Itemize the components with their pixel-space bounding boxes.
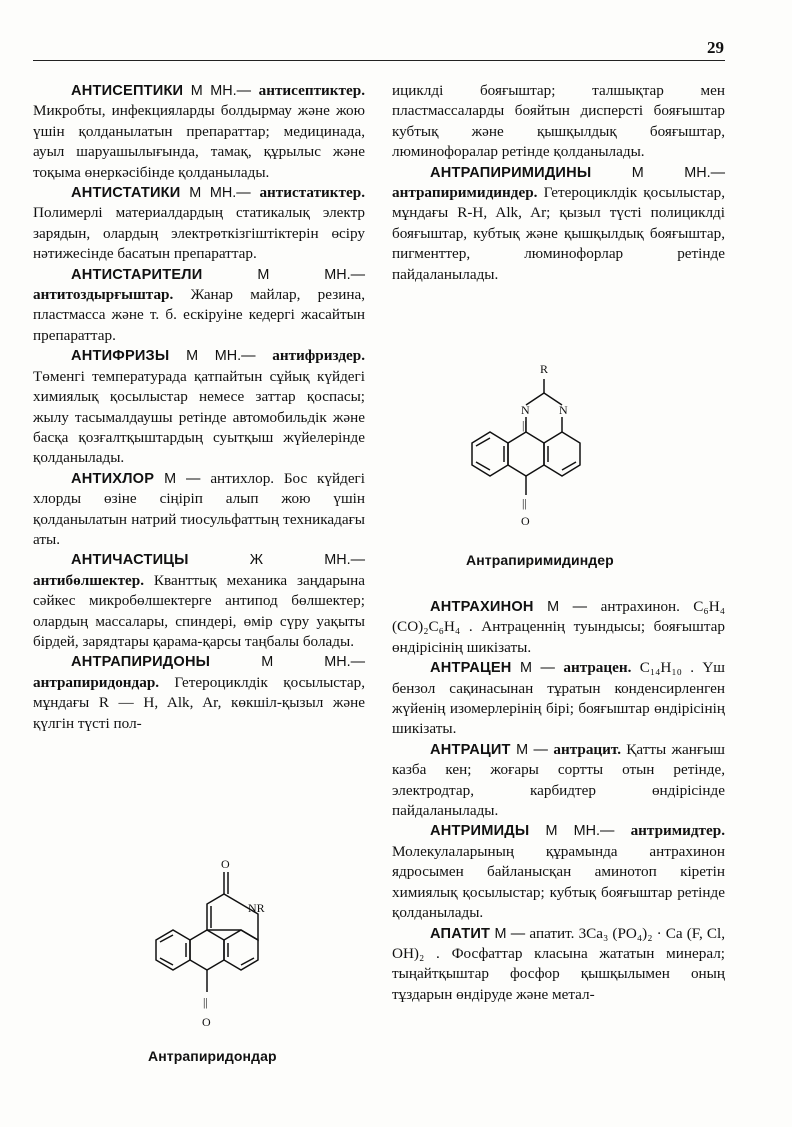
nitrogen-label: N xyxy=(521,403,530,417)
definition: Полимерлі материалдардың статикалық электр зарядын, олардың электрөткізгіштіктерін өсіру нәтижесінде басатын препараттар. xyxy=(33,204,365,263)
headword: АНТИХЛОР xyxy=(71,470,155,487)
translation: антифриздер. xyxy=(272,347,365,365)
translation: антистатиктер. xyxy=(259,184,365,202)
entry-antrakhinon xyxy=(392,597,725,658)
translation: антримидтер. xyxy=(630,822,725,840)
anthrapyrimidine-structure xyxy=(462,355,612,530)
figure-caption: Антрапиридондар xyxy=(148,1048,277,1064)
translation: антрацен. xyxy=(563,659,632,677)
definition: Гетероциклдік қосылыстар, мұндағы R-H, Alk, Ar; қызыл түсті полициклді бояғыштар, кубтық және қышқылдық бояғыштар, пигменттер, люминофорлар ретінде пайдаланылады. xyxy=(392,184,725,283)
entry-antichasticy xyxy=(33,550,365,652)
definition: Молекулаларының құрамында антрахинон ядросымен байланысқан аминотоп кіретін химиялық қосылыстар; кубтық бояғыштар ретінде қолданылады. xyxy=(392,842,725,922)
entry-antrapirimidiny xyxy=(392,163,725,285)
entry-antracen xyxy=(392,658,725,740)
page-number: 29 xyxy=(707,38,724,57)
definition: Қатты жанғыш казба кен; жоғары сортты отын ретінде, электродтар, карбидтер өндірісінде пайдаланылады. xyxy=(392,740,725,820)
figure-caption: Антрапиримидиндер xyxy=(466,552,614,568)
definition: Кванттық механика заңдарына сәйкес микробөлшектерге антипод бөлшектер; олардың массалары, спиндері, өмір сүру уақыты бірдей, зарядтары қарама-қарсы таңбалы болады. xyxy=(33,571,365,650)
definition: Микробты, инфекцияларды болдырмау және жою үшін қолданылатын препараттар; медицинада, ауыл шаруашылығында, тамақ, құрылыс және тоқыма өнеркәсібінде қолданылады. xyxy=(33,102,365,181)
headword: АНТРАПИРИДОНЫ xyxy=(71,654,211,671)
nitrogen-label: N xyxy=(559,403,568,417)
gloss: М МН.— xyxy=(591,164,725,181)
headword: АНТРАХИНОН xyxy=(430,599,534,615)
anthrapyridone-structure xyxy=(140,857,300,1030)
oxygen-label: O xyxy=(521,514,530,528)
gloss: Ж МН.— xyxy=(188,552,365,569)
chemical-formula: C₁₄H₁₀ . xyxy=(631,659,703,677)
gloss: М МН.— xyxy=(183,83,259,99)
double-bond-label: || xyxy=(522,496,527,510)
continued-text: ициклді бояғыштар; талшықтар мен пластмассаларды бояйтын дисперсті бояғыштар кубтық және қышқылдық бояғыштар, люминофоралар ретінде қолданылады. xyxy=(392,82,725,161)
substituent-label: R xyxy=(540,362,549,376)
definition: Фосфаттар класына жататын минерал; тыңайтқыштар фосфор қышқылымен оның тұздарын өндіруде және метал- xyxy=(392,944,726,1003)
definition: Антраценнің туындысы; бояғыштар өндірісінің шикізаты. xyxy=(392,618,725,656)
entry-antifrizy xyxy=(33,346,365,468)
oxygen-label: O xyxy=(221,857,230,871)
headword: АНТИФРИЗЫ xyxy=(71,348,170,365)
definition: Үш бензол сақинасынан тұратын конденсирленген жүйенің изомерлерінің бірі; бояғыштар өндірісінің шикізаты. xyxy=(392,659,725,738)
right-column-upper xyxy=(392,81,725,285)
double-bond-label: || xyxy=(522,418,527,432)
gloss: М — xyxy=(154,470,211,487)
headword: АНТРАЦИТ xyxy=(430,741,511,758)
headword: АПАТИТ xyxy=(430,925,491,942)
entry-antistatiki xyxy=(33,183,365,265)
translation: антихлор. xyxy=(210,469,275,487)
gloss: М — xyxy=(511,660,564,677)
entry-antrapiridony xyxy=(33,652,365,734)
translation: антитоздырғыштар. xyxy=(33,286,174,304)
nitrogen-label: NR xyxy=(248,901,265,915)
gloss: М — xyxy=(490,925,530,942)
translation: антрапиримидиндер. xyxy=(392,184,538,202)
chemical-formula: C₆H₄ (CO)₂C₆H₄ . xyxy=(392,598,725,636)
entry-antiseptiki xyxy=(33,81,365,183)
translation: антрацит. xyxy=(553,740,622,758)
gloss: М — xyxy=(510,741,554,758)
headword: АНТИСТАРИТЕЛИ xyxy=(71,266,203,283)
gloss: М МН.— xyxy=(210,654,365,671)
translation: апатит. xyxy=(529,924,575,942)
entry-antikhlor xyxy=(33,469,365,551)
headword: АНТРИМИДЫ xyxy=(430,823,530,840)
left-column xyxy=(33,81,365,734)
gloss: М МН.— xyxy=(169,348,273,365)
double-bond-label: || xyxy=(203,995,208,1009)
entry-antracit xyxy=(392,740,725,822)
headword: АНТИЧАСТИЦЫ xyxy=(71,552,189,569)
header-rule xyxy=(33,60,725,61)
entry-antrimidy xyxy=(392,821,725,923)
gloss: М — xyxy=(533,599,601,615)
headword: АНТИСЕПТИКИ xyxy=(71,83,184,99)
definition: Төменгі температурада қатпайтын сұйық күйдегі химиялық қосылыстар немесе заттар қоспасы; жылу тасымалдаушы ретінде автомобильдік және басқа қозғалтқыштардың суытқыш жүйелерінде қолданылады. xyxy=(33,367,365,467)
chemical-formula: 3Ca₃ (PO₄)₂ · Ca (F, Cl, OH)₂ . xyxy=(392,924,726,962)
translation: антибөлшектер. xyxy=(33,571,145,589)
gloss: М МН.— xyxy=(180,185,260,202)
entry-apatit xyxy=(392,924,725,1006)
translation: антрахинон. xyxy=(600,598,680,615)
headword: АНТИСТАТИКИ xyxy=(71,185,181,202)
entry-antistariteli xyxy=(33,265,365,347)
translation: антрапиридондар. xyxy=(33,673,160,691)
right-column-lower xyxy=(392,597,725,1005)
gloss: М МН.— xyxy=(529,823,631,840)
headword: АНТРАЦЕН xyxy=(430,660,512,677)
definition: Бос күйдегі хлорды өзіне сіңіріп алып жою үшін қолданылатын натрий тиосульфаттың техникадағы аты. xyxy=(33,469,366,548)
headword: АНТРАПИРИМИДИНЫ xyxy=(430,164,592,181)
gloss: М МН.— xyxy=(202,266,365,283)
definition: Жанар майлар, резина, пластмасса және т. б. ескіруіне кедергі жасайтын препараттар. xyxy=(33,286,365,344)
translation: антисептиктер. xyxy=(258,82,365,99)
oxygen-label: O xyxy=(202,1015,211,1029)
definition: Гетероциклдік қосылыстар, мұндағы R — H, Alk, Ar, көкшіл-қызыл және қүлгін түсті пол- xyxy=(33,673,365,732)
